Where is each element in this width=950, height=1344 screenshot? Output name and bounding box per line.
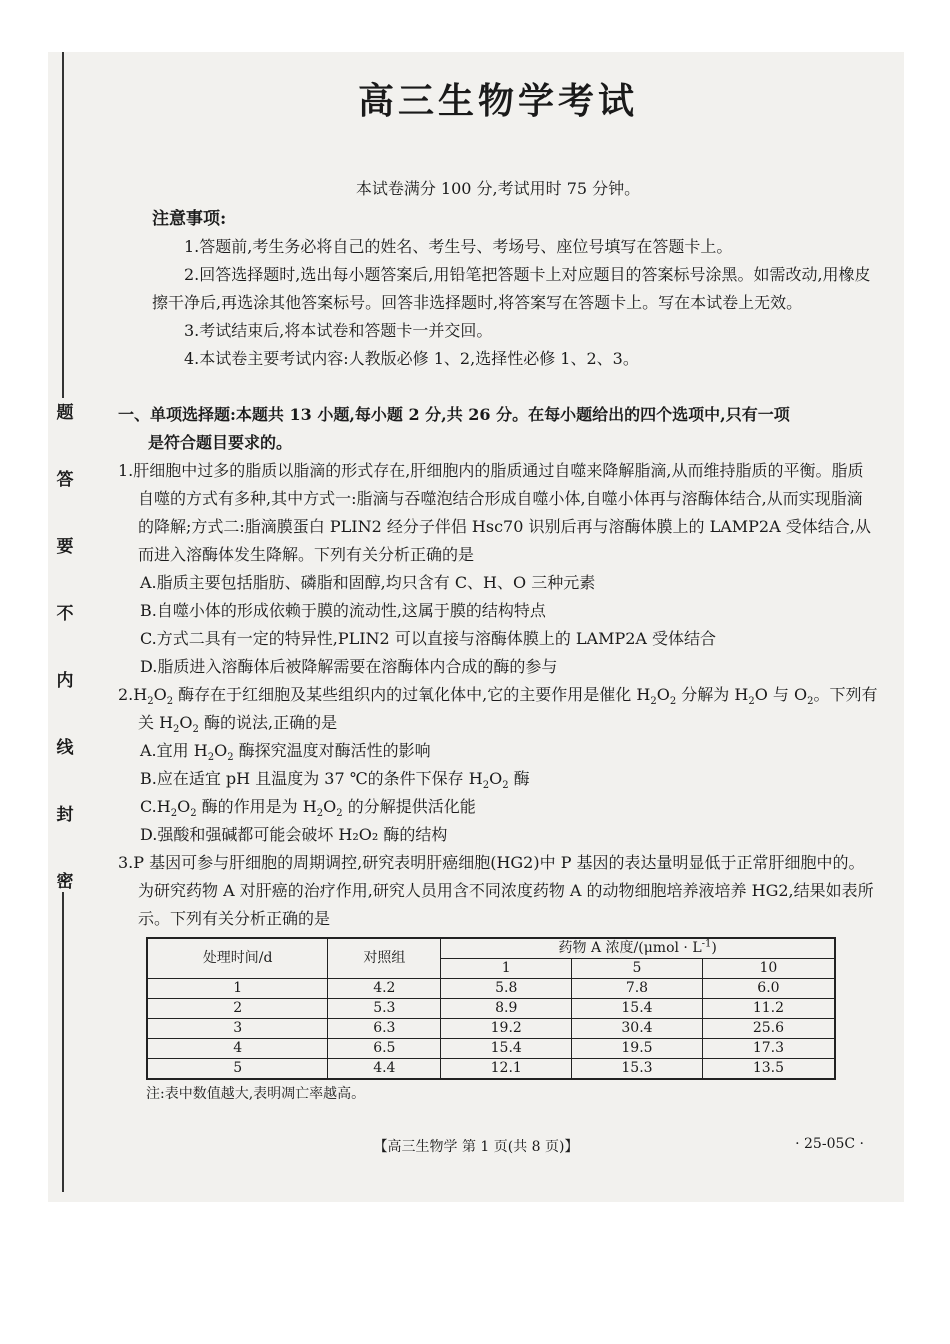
notice-heading: 注意事项: <box>152 209 227 229</box>
section-heading <box>118 401 878 457</box>
binding-char: 内 <box>56 671 74 691</box>
table-cell: 1 <box>147 979 328 999</box>
table-cell: 2 <box>147 999 328 1019</box>
table-header-conc: 10 <box>702 959 835 979</box>
table-header-time: 处理时间/d <box>147 938 328 979</box>
table-cell: 30.4 <box>572 1019 703 1039</box>
exam-info: 本试卷满分 100 分,考试用时 75 分钟。 <box>355 179 641 198</box>
exam-code: · 25-05C · <box>795 1136 864 1152</box>
table-cell: 12.1 <box>441 1059 572 1080</box>
table-cell: 19.2 <box>441 1019 572 1039</box>
binding-char: 封 <box>56 805 74 825</box>
table-header-drug: 药物 A 浓度$/(\mu mol \cdot L^{-1})$ <box>441 938 835 959</box>
table-header-conc: 1 <box>441 959 572 979</box>
table-row <box>147 999 835 1019</box>
table-cell: 3 <box>147 1019 328 1039</box>
table-cell: 11.2 <box>702 999 835 1019</box>
q2-option-a: A.宜用 $H_2O_2$ 酶探究温度对酶活性的影响 <box>140 741 431 764</box>
table-row <box>147 1039 835 1059</box>
table-cell: 6.5 <box>328 1039 441 1059</box>
table-cell: 15.4 <box>441 1039 572 1059</box>
table-cell: 19.5 <box>572 1039 703 1059</box>
binding-char: 密 <box>56 872 74 892</box>
binding-char: 题 <box>56 403 74 423</box>
page-title: 高三生物学考试 <box>357 80 638 122</box>
table-cell: 15.4 <box>572 999 703 1019</box>
table-cell: 6.0 <box>702 979 835 999</box>
table-cell: 13.5 <box>702 1059 835 1080</box>
question-3-stem: 3.P 基因可参与肝细胞的周期调控,研究表明肝癌细胞(HG2)中 P 基因的表达量明显低于正常肝细胞中的。为研究药物 A 对肝癌的治疗作用,研究人员用含不同浓度药物 A 的动物细胞培养液培养 HG2,结果如表所示。下列有关分析正确的是 <box>118 853 874 928</box>
table-note: 注:表中数值越大,表明凋亡率越高。 <box>146 1086 366 1102</box>
question-1-stem: 1.肝细胞中过多的脂质以脂滴的形式存在,肝细胞内的脂质通过自噬来降解脂滴,从而维持脂质的平衡。脂质自噬的方式有多种,其中方式一:脂滴与吞噬泡结合形成自噬小体,自噬小体再与溶酶体结合,从而实现脂滴的降解;方式二:脂滴膜蛋白 PLIN2 经分子伴侣 Hsc70 识别后再与溶酶体膜上的 LAMP2A 受体结合,从而进入溶酶体发生降解。下列有关分析正确的是 <box>118 461 871 564</box>
table-cell: 25.6 <box>702 1019 835 1039</box>
q1-option-c: C.方式二具有一定的特异性,PLIN2 可以直接与溶酶体膜上的 LAMP2A 受体结合 <box>140 629 717 648</box>
q1-option-a: A.脂质主要包括脂肪、磷脂和固醇,均只含有 C、H、O 三种元素 <box>140 573 596 592</box>
question-2-stem: $2.H_2O_2$ 酶存在于红细胞及某些组织内的过氧化体中,它的主要作用是催化 $H_2O_2$ 分解为 $H_2O$ 与 $O_2$。下列有关 $H_2O_2$ 酶的说法,正确的是 <box>118 685 878 736</box>
q1-option-d: D.脂质进入溶酶体后被降解需要在溶酶体内合成的酶的参与 <box>140 657 558 676</box>
notice-item: 4.本试卷主要考试内容:人教版必修 1、2,选择性必修 1、2、3。 <box>184 349 639 368</box>
table-header-conc: 5 <box>572 959 703 979</box>
table-cell: 6.3 <box>328 1019 441 1039</box>
q2-option-c: $C.H_2O_2$ 酶的作用是为 $H_2O_2$ 的分解提供活化能 <box>140 797 476 820</box>
table-row <box>147 979 835 999</box>
table-cell: 8.9 <box>441 999 572 1019</box>
table-row <box>147 1019 835 1039</box>
notice-item: 1.答题前,考生务必将自己的姓名、考生号、考场号、座位号填写在答题卡上。 <box>184 237 733 256</box>
table-header-control: 对照组 <box>328 938 441 979</box>
table-cell: 5 <box>147 1059 328 1080</box>
table-cell: 15.3 <box>572 1059 703 1080</box>
table-cell: 5.8 <box>441 979 572 999</box>
table-row <box>147 1059 835 1080</box>
table-cell: 4.2 <box>328 979 441 999</box>
table-cell: 5.3 <box>328 999 441 1019</box>
binding-char: 答 <box>56 470 74 490</box>
q2-option-d: D.强酸和强碱都可能会破坏 H₂O₂ 酶的结构 <box>140 825 448 844</box>
binding-char: 不 <box>56 604 74 624</box>
table-cell: 4 <box>147 1039 328 1059</box>
results-table <box>146 937 836 1080</box>
binding-char: 线 <box>56 738 74 758</box>
table-cell: 17.3 <box>702 1039 835 1059</box>
section-label: 一、单项选择题:本题共 13 小题,每小题 2 分,共 26 分。在每小题给出的四个选项中,只有一项 <box>118 405 790 424</box>
section-label-cont: 是符合题目要求的。 <box>148 433 293 452</box>
page-number: 【高三生物学 第 1 页(共 8 页)】 <box>373 1139 579 1155</box>
table-cell: 4.4 <box>328 1059 441 1080</box>
notice-item: 3.考试结束后,将本试卷和答题卡一并交回。 <box>184 321 493 340</box>
exam-content <box>118 75 878 1106</box>
binding-char: 要 <box>56 537 74 557</box>
q1-option-b: B.自噬小体的形成依赖于膜的流动性,这属于膜的结构特点 <box>140 601 546 620</box>
q2-option-b: B.应在适宜 pH 且温度为 37 ℃的条件下保存 $H_2O_2$ 酶 <box>140 769 530 792</box>
notice-item: 2.回答选择题时,选出每小题答案后,用铅笔把答题卡上对应题目的答案标号涂黑。如需改动,用橡皮擦干净后,再选涂其他答案标号。回答非选择题时,将答案写在答题卡上。写在本试卷上无效。 <box>152 265 871 312</box>
binding-warning <box>54 398 76 892</box>
table-cell: 7.8 <box>572 979 703 999</box>
